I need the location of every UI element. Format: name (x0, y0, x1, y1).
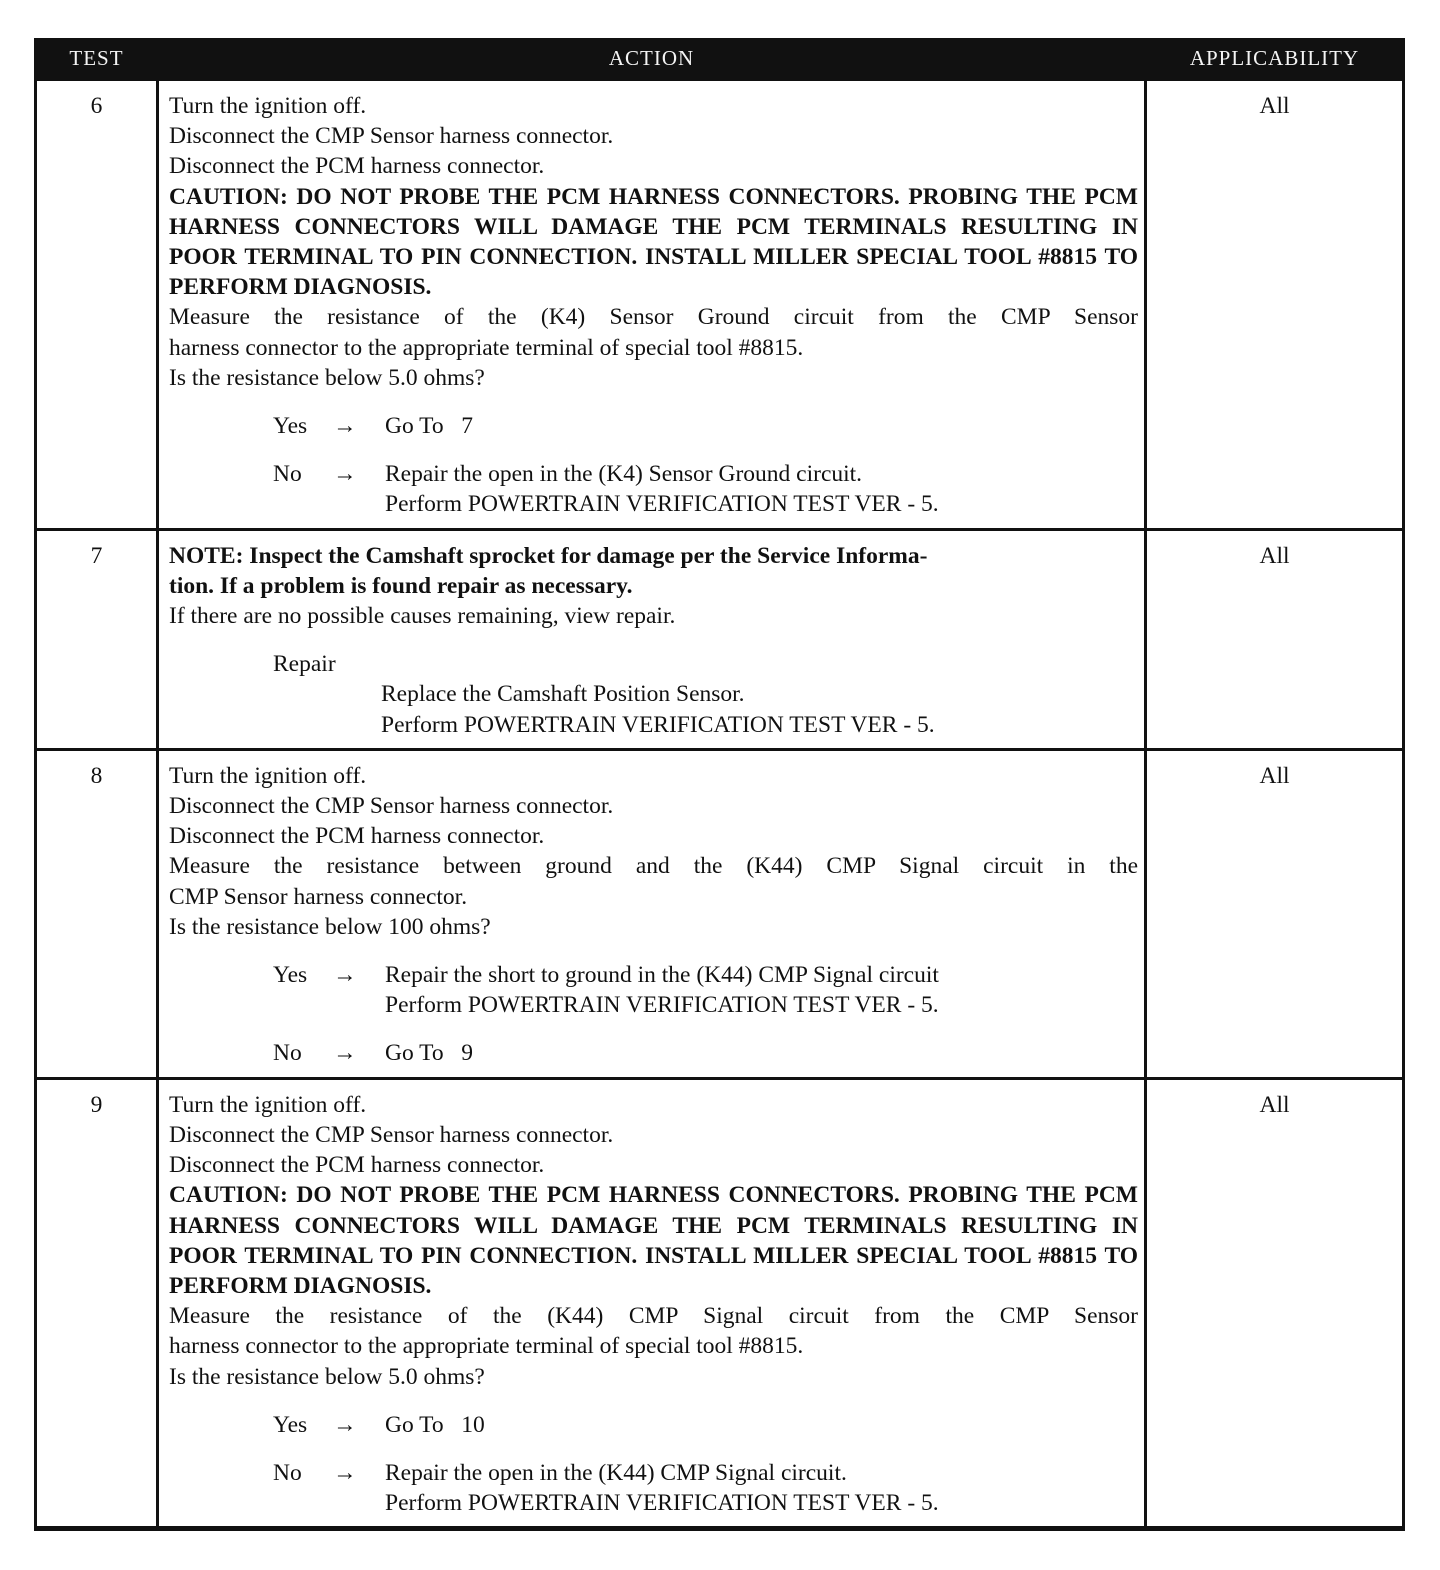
arrow-icon: → (333, 413, 357, 440)
no-branch (169, 1038, 1138, 1068)
arrow-icon: → (333, 962, 357, 989)
no-result: Go To 9 (385, 1040, 474, 1067)
step-text: Disconnect the PCM harness connector. (169, 153, 545, 180)
no-result: Perform POWERTRAIN VERIFICATION TEST VER - 5. (385, 491, 939, 518)
no-label: No (273, 1459, 302, 1486)
step-text: Disconnect the CMP Sensor harness connector. (169, 123, 614, 150)
step-text: Turn the ignition off. (169, 93, 367, 119)
header-applicability: APPLICABILITY (1146, 38, 1404, 80)
test-number: 9 (36, 1078, 158, 1529)
repair-label: Repair (273, 651, 336, 678)
no-result: Repair the open in the (K44) CMP Signal circuit. (385, 1459, 847, 1486)
applicability-value: All (1146, 80, 1404, 530)
applicability-value: All (1146, 1078, 1404, 1529)
step-text: harness connector to the appropriate terminal of special tool #8815. (169, 1333, 804, 1360)
action-cell (158, 80, 1146, 530)
header-action: ACTION (158, 38, 1146, 80)
table-row (36, 749, 1404, 1078)
yes-branch (169, 960, 1138, 1020)
no-result: Perform POWERTRAIN VERIFICATION TEST VER - 5. (385, 1490, 939, 1517)
step-text: Disconnect the CMP Sensor harness connector. (169, 1121, 614, 1148)
question-text: Is the resistance below 100 ohms? (169, 913, 491, 940)
yes-label: Yes (273, 962, 308, 989)
caution-text: CAUTION: DO NOT PROBE THE PCM HARNESS CONNECTORS. PROBING THE PCM HARNESS CONNECTORS WILL DAMAGE THE PCM TERMINALS RESULTING IN POOR TERMINAL TO PIN CONNECTION. INSTALL MILLER SPECIAL TOOL #8815 TO PERFORM DIAGNOSIS. (169, 183, 1138, 301)
step-text: Disconnect the CMP Sensor harness connector. (169, 793, 614, 820)
yes-label: Yes (273, 413, 308, 440)
repair-text: Replace the Camshaft Position Sensor. (381, 681, 745, 708)
repair-text: Perform POWERTRAIN VERIFICATION TEST VER - 5. (381, 711, 935, 738)
step-text: Disconnect the PCM harness connector. (169, 1152, 545, 1179)
arrow-icon: → (333, 1040, 357, 1067)
diagnostic-procedure-table (34, 38, 1405, 1531)
step-text: Measure the resistance of the (K44) CMP Signal circuit from the CMP Sensor (169, 1303, 1138, 1330)
yes-result: Go To 7 (385, 413, 474, 440)
header-test: TEST (36, 38, 158, 80)
step-text: Disconnect the PCM harness connector. (169, 823, 545, 850)
note-text: tion. If a problem is found repair as necessary. (169, 572, 633, 599)
yes-result: Go To 10 (385, 1411, 485, 1438)
no-branch (169, 1458, 1138, 1518)
step-text: Measure the resistance of the (K4) Sensor Ground circuit from the CMP Sensor (169, 304, 1138, 331)
test-number: 7 (36, 529, 158, 749)
test-number: 8 (36, 749, 158, 1078)
repair-instructions (381, 679, 1138, 739)
step-text: Measure the resistance between ground and the (K44) CMP Signal circuit in the (169, 853, 1138, 880)
question-text: Is the resistance below 5.0 ohms? (169, 1363, 485, 1390)
no-label: No (273, 1040, 302, 1067)
yes-result: Perform POWERTRAIN VERIFICATION TEST VER - 5. (385, 992, 939, 1019)
test-number: 6 (36, 80, 158, 530)
step-text: Turn the ignition off. (169, 762, 367, 789)
step-text: CMP Sensor harness connector. (169, 883, 468, 910)
step-text: harness connector to the appropriate terminal of special tool #8815. (169, 334, 804, 361)
no-branch (169, 459, 1138, 519)
question-text: Is the resistance below 5.0 ohms? (169, 364, 485, 391)
diagnostic-procedure-table-container (34, 38, 1402, 1531)
table-header-row (36, 38, 1404, 80)
note-text: NOTE: Inspect the Camshaft sprocket for damage per the Service Informa- (169, 542, 928, 569)
yes-label: Yes (273, 1411, 308, 1438)
applicability-value: All (1146, 529, 1404, 749)
action-cell (158, 1078, 1146, 1529)
no-result: Repair the open in the (K4) Sensor Ground circuit. (385, 461, 863, 488)
step-text: Turn the ignition off. (169, 1091, 367, 1118)
yes-branch (169, 1410, 1138, 1440)
arrow-icon: → (333, 1411, 357, 1438)
action-cell (158, 749, 1146, 1078)
arrow-icon: → (333, 461, 357, 488)
arrow-icon: → (333, 1459, 357, 1486)
action-cell (158, 529, 1146, 749)
table-row (36, 80, 1404, 530)
no-label: No (273, 461, 302, 488)
caution-text: CAUTION: DO NOT PROBE THE PCM HARNESS CONNECTORS. PROBING THE PCM HARNESS CONNECTORS WILL DAMAGE THE PCM TERMINALS RESULTING IN POOR TERMINAL TO PIN CONNECTION. INSTALL MILLER SPECIAL TOOL #8815 TO PERFORM DIAGNOSIS. (169, 1182, 1138, 1299)
table-row (36, 1078, 1404, 1529)
step-text: If there are no possible causes remaining, view repair. (169, 603, 676, 630)
applicability-value: All (1146, 749, 1404, 1078)
yes-branch (169, 411, 1138, 441)
yes-result: Repair the short to ground in the (K44) CMP Signal circuit (385, 962, 939, 989)
table-row (36, 529, 1404, 749)
